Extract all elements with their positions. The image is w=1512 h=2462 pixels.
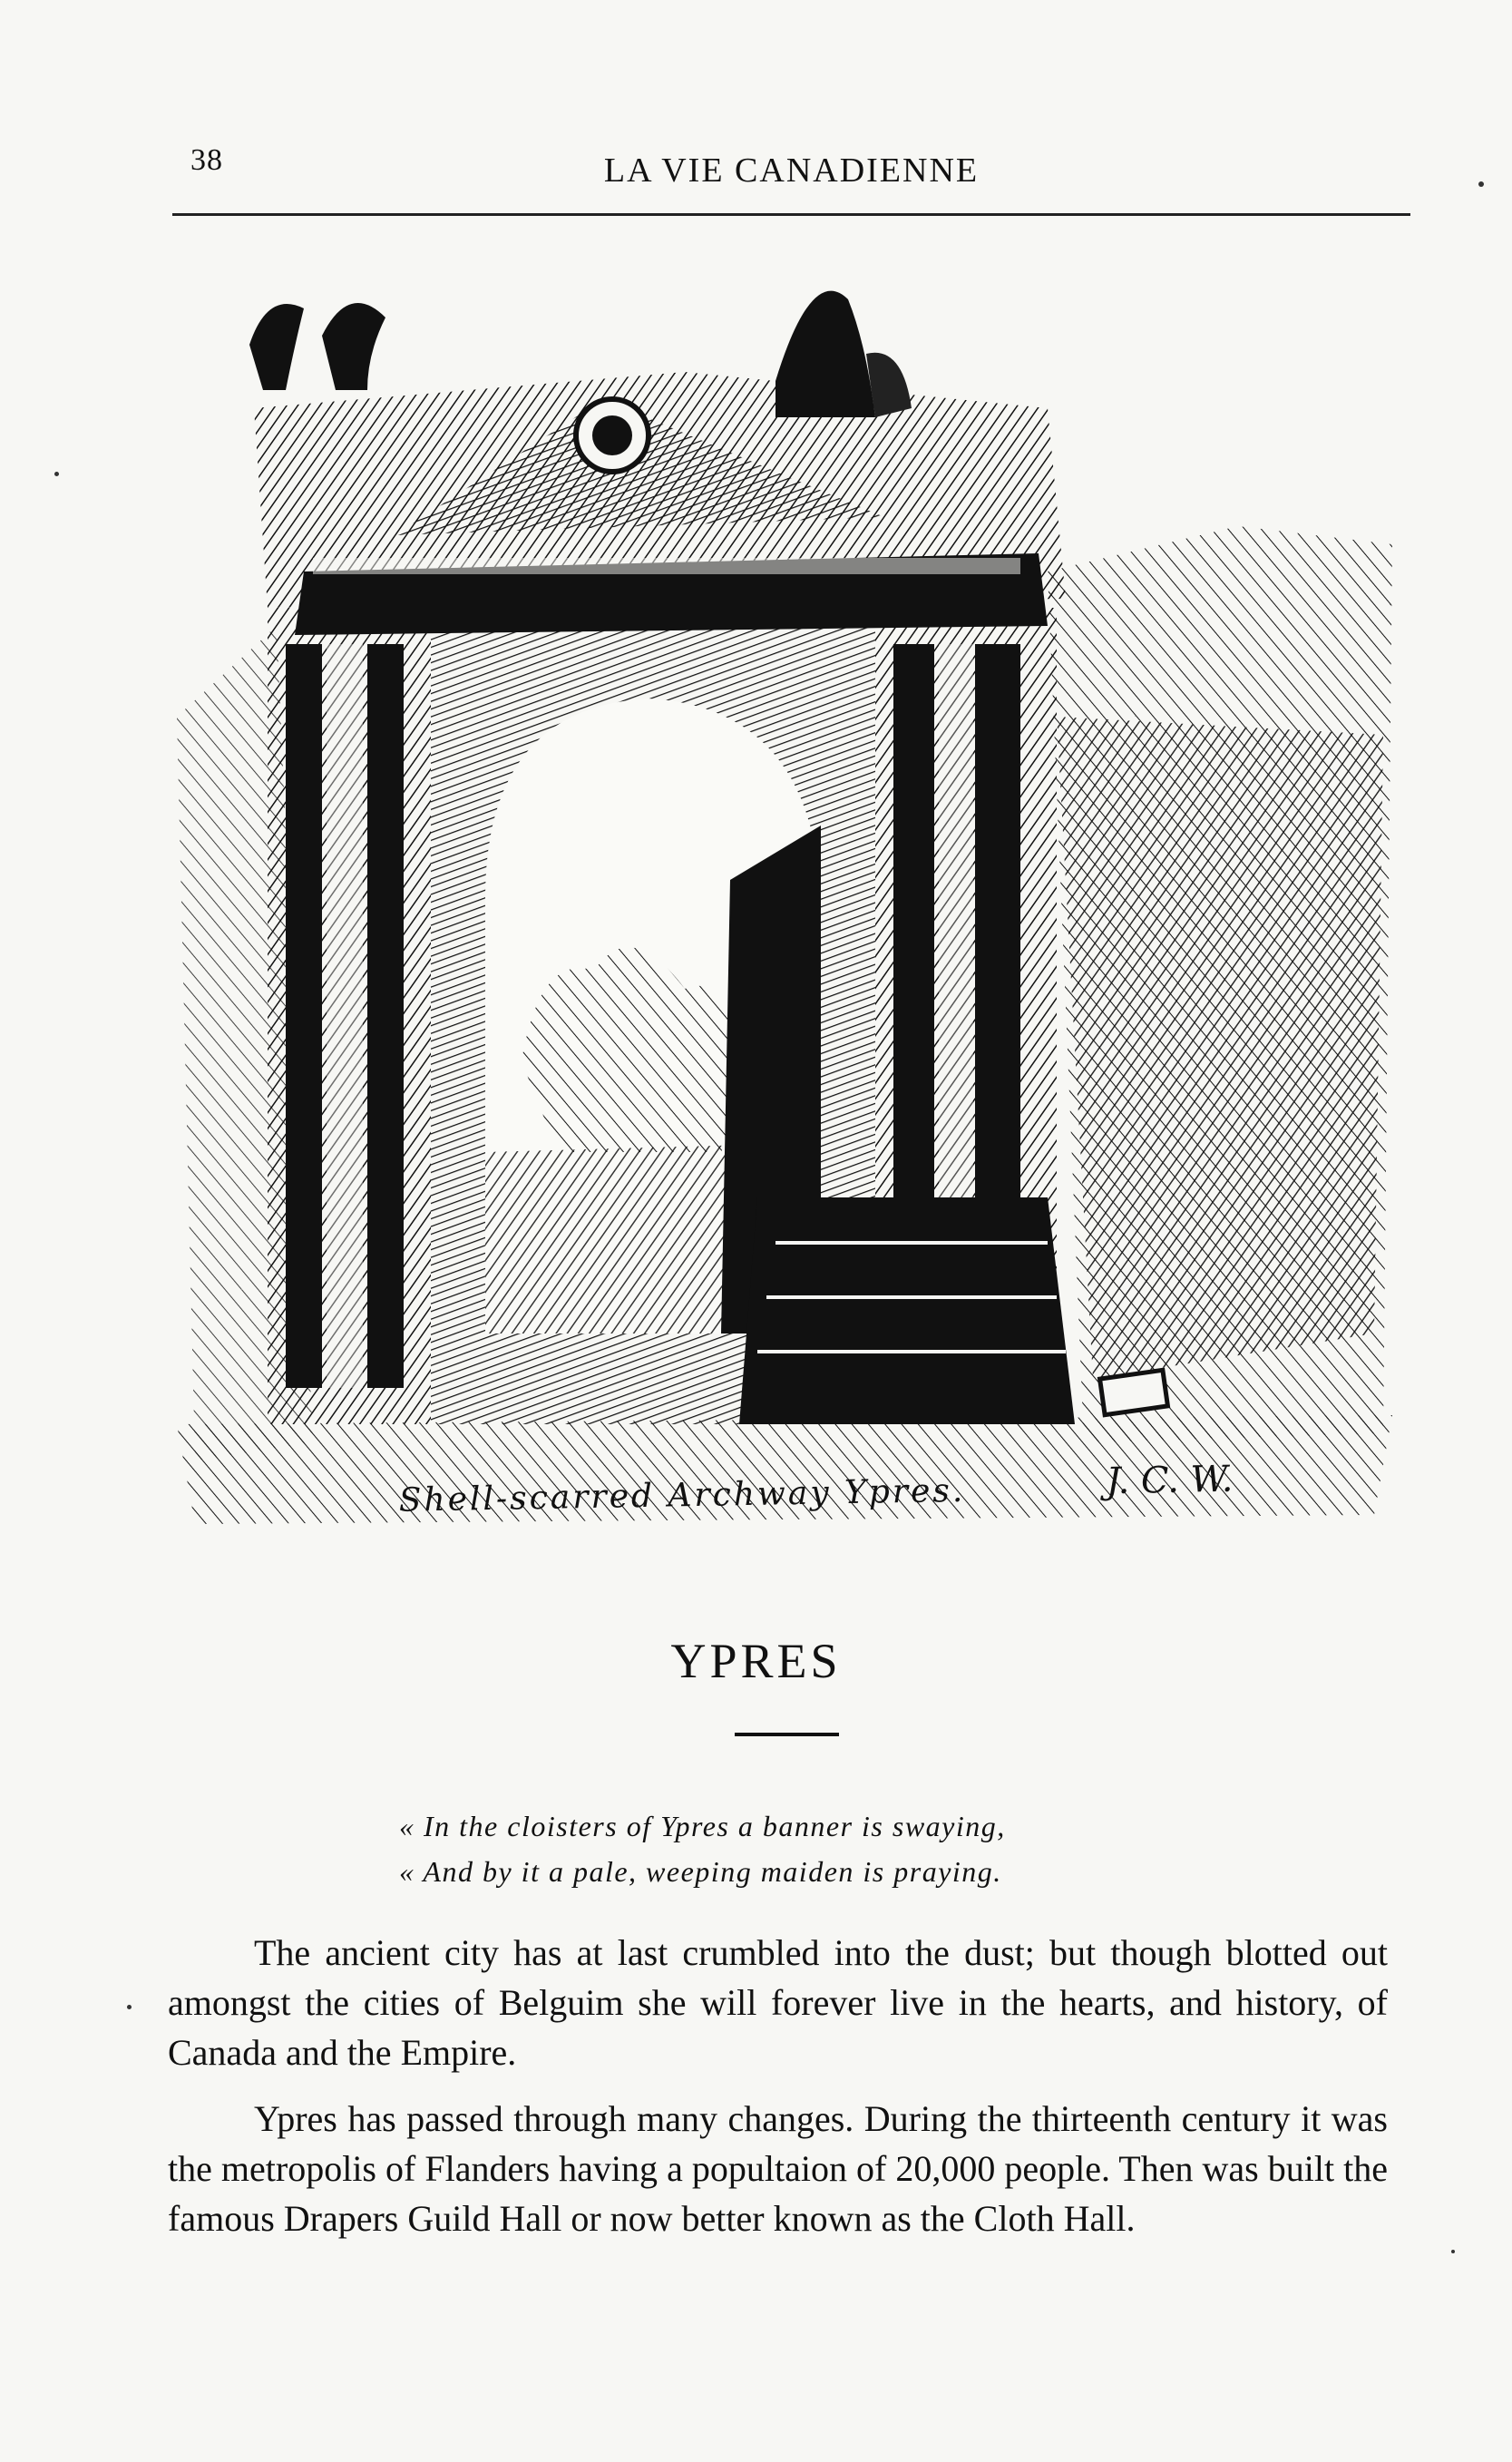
paragraph: The ancient city has at last crumbled into the dust; but though blotted out amongst the cities of Belguim she will forever live in the hearts, and history, of Canada and the Empire. <box>168 1932 1388 2073</box>
artist-signature: J. C. W. <box>1106 1458 1234 1503</box>
epigraph-line: « And by it a pale, weeping maiden is praying. <box>399 1855 1002 1888</box>
page-number: 38 <box>190 143 223 177</box>
article-body <box>168 1928 1388 2260</box>
page-header <box>172 136 1410 216</box>
paper-speck <box>1478 181 1484 187</box>
paragraph: Ypres has passed through many changes. During the thirteenth century it was the metropolis of Flanders having a popultaion of 20,000 people. Then was built the famous Drapers Guild Hall or now better known as the Cloth Hall. <box>168 2098 1388 2239</box>
epigraph <box>399 1803 1215 1894</box>
running-title: LA VIE CANADIENNE <box>603 151 980 190</box>
article-title: YPRES <box>670 1634 842 1688</box>
paper-speck <box>127 2005 132 2009</box>
caption-text: Shell-scarred Archway Ypres. <box>398 1471 966 1519</box>
title-rule <box>735 1733 839 1736</box>
archway-illustration <box>177 245 1401 1578</box>
paper-speck <box>54 472 59 476</box>
paper-speck <box>1451 2250 1455 2253</box>
epigraph-line: « In the cloisters of Ypres a banner is swaying, <box>399 1810 1006 1842</box>
